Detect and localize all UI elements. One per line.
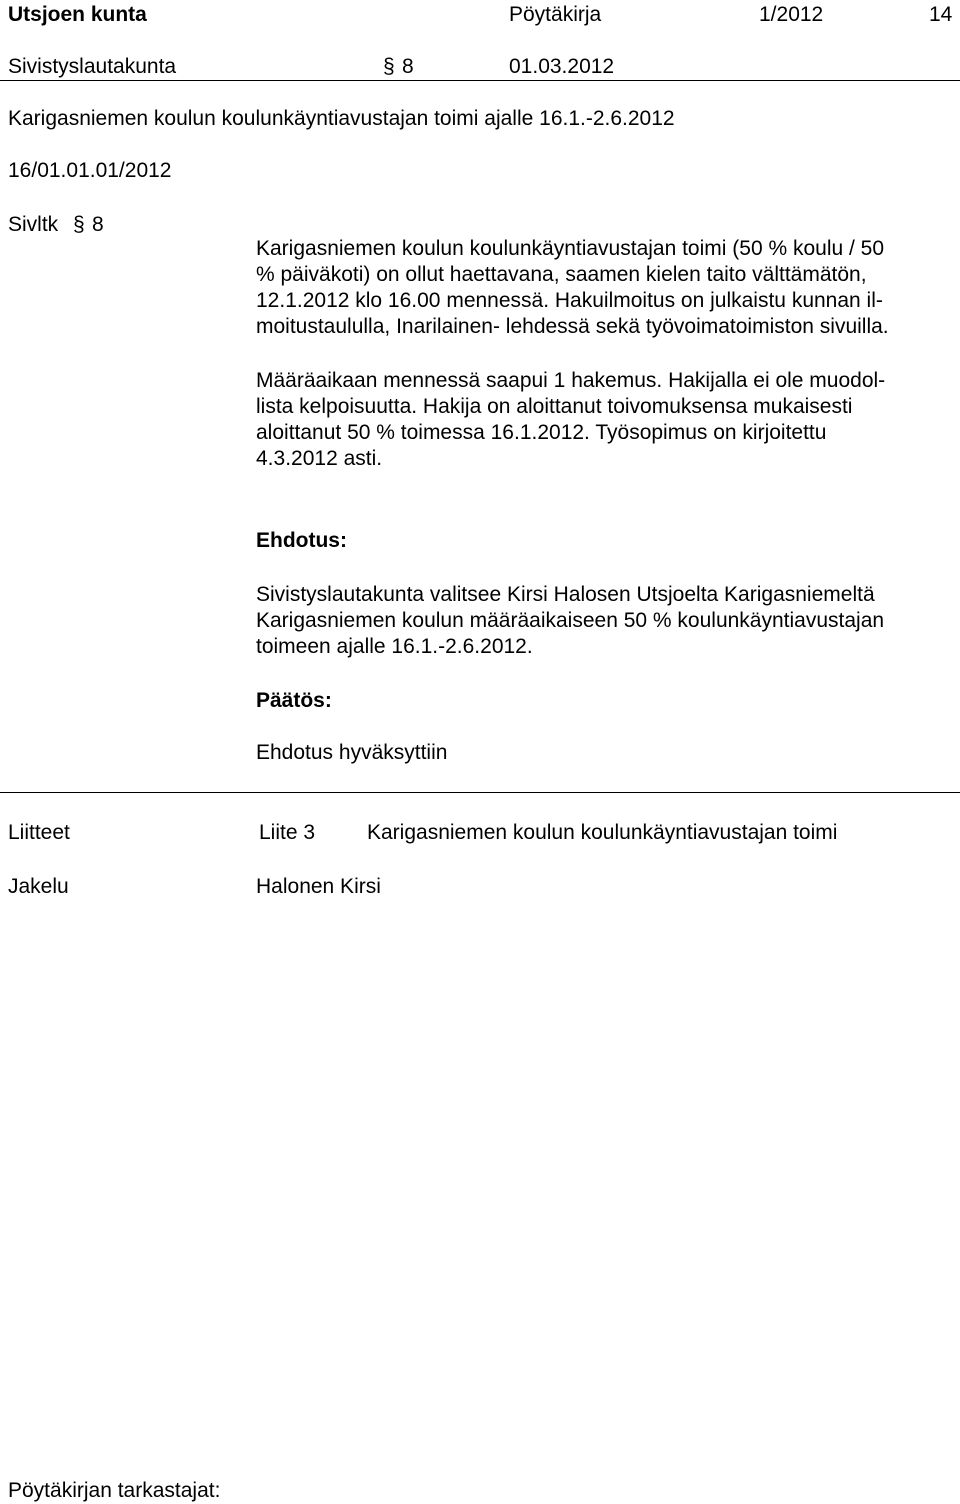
- decision-heading: Päätös:: [256, 689, 332, 712]
- proposal-line: toimeen ajalle 16.1.-2.6.2012.: [256, 635, 533, 658]
- municipality-name: Utsjoen kunta: [8, 3, 147, 26]
- page-number: 14: [929, 3, 953, 26]
- section-symbol: §: [383, 55, 395, 78]
- body-line: moitustaululla, Inarilainen- lehdessä sekä työvoimatoimiston sivuilla.: [256, 315, 889, 338]
- proposal-line: Karigasniemen koulun määräaikaiseen 50 % koulunkäyntiavustajan: [256, 609, 885, 632]
- attachment-description: Karigasniemen koulun koulunkäyntiavustajan toimi: [367, 821, 838, 844]
- reference-section: 8: [92, 213, 104, 236]
- reference-section-symbol: §: [73, 213, 85, 236]
- reviewers-label: Pöytäkirjan tarkastajat:: [8, 1479, 221, 1502]
- proposal-line: Sivistyslautakunta valitsee Kirsi Halosen Utsjoelta Karigasniemeltä: [256, 583, 875, 606]
- item-title: Karigasniemen koulun koulunkäyntiavustajan toimi ajalle 16.1.-2.6.2012: [8, 107, 675, 130]
- body-line: aloittanut 50 % toimessa 16.1.2012. Työsopimus on kirjoitettu: [256, 421, 827, 444]
- proposal-heading: Ehdotus:: [256, 529, 347, 552]
- meeting-date: 01.03.2012: [509, 55, 615, 78]
- document-number: 1/2012: [759, 3, 824, 26]
- section-number: 8: [402, 55, 414, 78]
- body-line: % päiväkoti) on ollut haettavana, saamen kielen taito välttämätön,: [256, 263, 867, 286]
- header-divider: [0, 80, 960, 81]
- decision-divider: [0, 792, 960, 793]
- body-paragraph-1: [256, 236, 956, 340]
- reference-board: Sivltk: [8, 213, 59, 236]
- body-line: Määräaikaan mennessä saapui 1 hakemus. Hakijalla ei ole muodol-: [256, 369, 886, 392]
- decision-text: Ehdotus hyväksyttiin: [256, 741, 448, 764]
- document-type: Pöytäkirja: [509, 3, 602, 26]
- proposal-text: [256, 582, 956, 660]
- body-paragraph-2: [256, 368, 956, 472]
- body-line: Karigasniemen koulun koulunkäyntiavustajan toimi (50 % koulu / 50: [256, 237, 885, 260]
- body-line: 4.3.2012 asti.: [256, 447, 383, 470]
- body-line: 12.1.2012 klo 16.00 mennessä. Hakuilmoitus on julkaistu kunnan il-: [256, 289, 883, 312]
- reference-number: 16/01.01.01/2012: [8, 159, 172, 182]
- body-line: lista kelpoisuutta. Hakija on aloittanut toivomuksensa mukaisesti: [256, 395, 853, 418]
- distribution-recipient: Halonen Kirsi: [256, 875, 381, 898]
- attachments-label: Liitteet: [8, 821, 70, 844]
- attachment-id: Liite 3: [259, 821, 316, 844]
- distribution-label: Jakelu: [8, 875, 69, 898]
- board-name: Sivistyslautakunta: [8, 55, 177, 78]
